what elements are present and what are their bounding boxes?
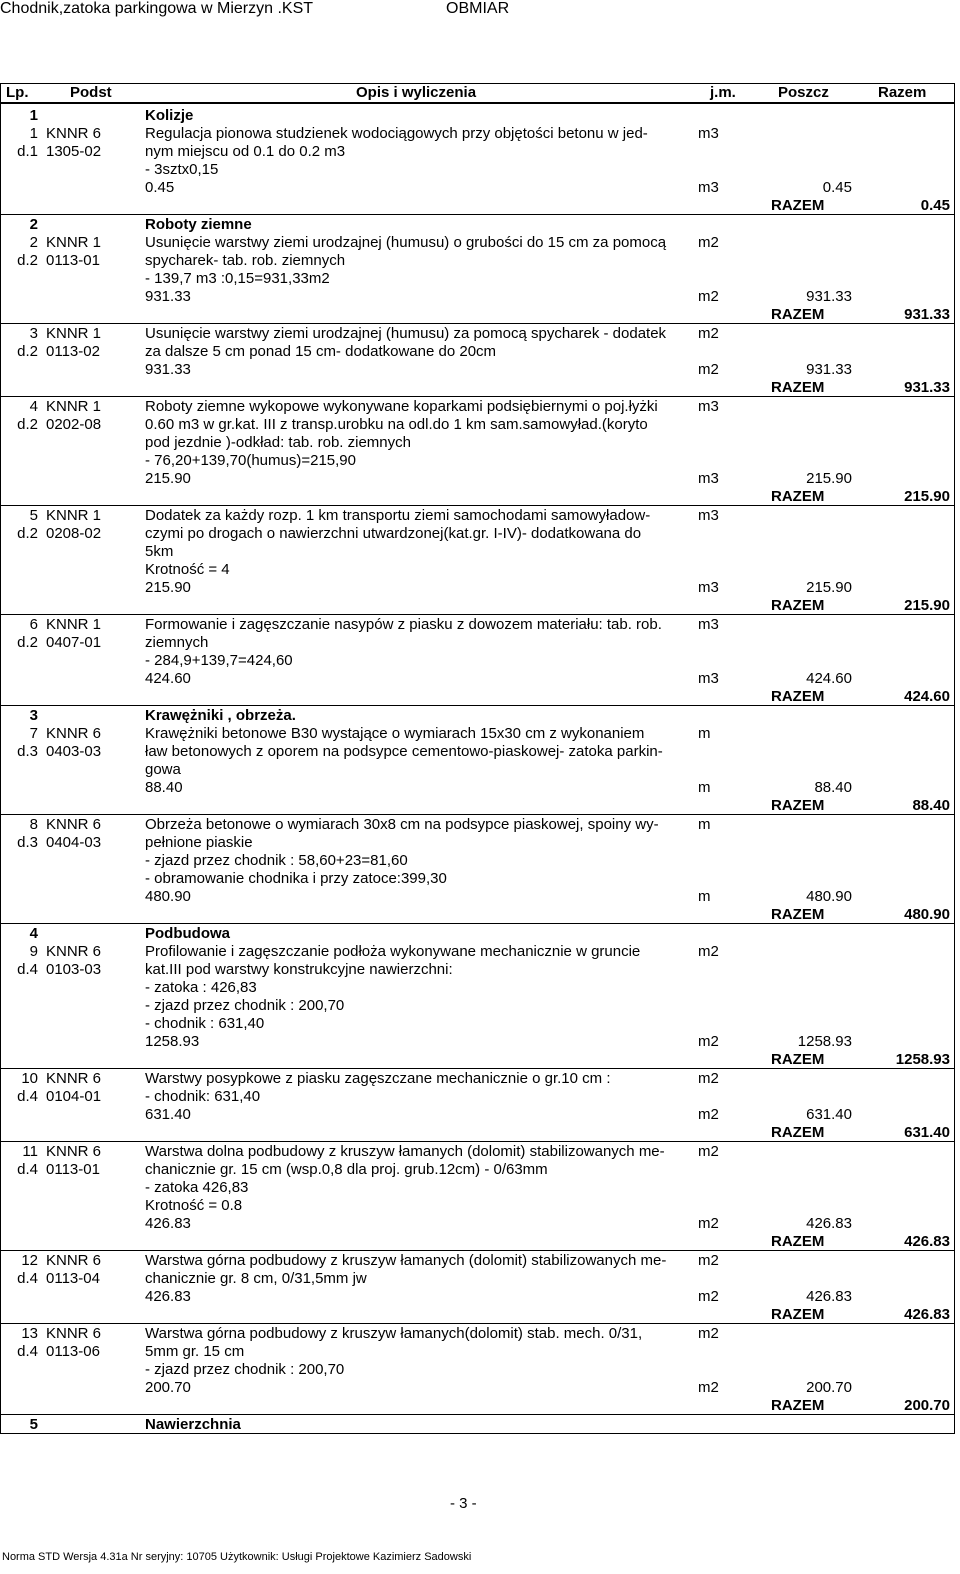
section-row xyxy=(0,107,955,125)
table-row xyxy=(0,561,955,579)
unit: m2 xyxy=(698,1379,719,1396)
table-row xyxy=(0,1015,955,1033)
table-row xyxy=(0,652,955,670)
item-number: 1 xyxy=(29,107,38,124)
table-row xyxy=(0,1088,955,1106)
row-separator xyxy=(0,1433,955,1434)
basis-code: 0113-01 xyxy=(46,252,100,269)
item-number: 8 xyxy=(29,816,38,833)
item-number: d.2 xyxy=(17,252,38,269)
unit: m3 xyxy=(698,579,719,596)
table-row xyxy=(0,361,955,379)
razem-label: RAZEM xyxy=(771,1233,825,1250)
item-number: 3 xyxy=(29,707,38,724)
row-separator xyxy=(0,814,955,815)
razem-value: 1258.93 xyxy=(895,1051,950,1068)
table-row xyxy=(0,125,955,143)
razem-row xyxy=(0,488,955,506)
basis-code: 0113-06 xyxy=(46,1343,100,1360)
razem-label: RAZEM xyxy=(771,906,825,923)
razem-label: RAZEM xyxy=(771,797,825,814)
razem-value: 631.40 xyxy=(904,1124,950,1141)
header-jm: j.m. xyxy=(710,84,736,101)
basis-code: KNNR 6 xyxy=(46,1252,102,1269)
table-row xyxy=(0,1215,955,1233)
row-separator xyxy=(0,396,955,397)
unit: m2 xyxy=(698,325,719,342)
description: 5mm gr. 15 cm xyxy=(145,1343,245,1360)
description: Podbudowa xyxy=(145,925,230,942)
basis-code: 0403-03 xyxy=(46,743,102,760)
description: 480.90 xyxy=(145,888,191,905)
unit: m xyxy=(698,779,711,796)
description: Nawierzchnia xyxy=(145,1416,241,1433)
basis-code: 0103-03 xyxy=(46,961,102,978)
description: Warstwa górna podbudowy z kruszyw łamanych(dolomit) stab. mech. 0/31, xyxy=(145,1325,643,1342)
description: - zjazd przez chodnik : 58,60+23=81,60 xyxy=(145,852,408,869)
item-number: d.3 xyxy=(17,834,38,851)
unit: m3 xyxy=(698,616,719,633)
table-row xyxy=(0,270,955,288)
basis-code: KNNR 6 xyxy=(46,1143,102,1160)
section-row xyxy=(0,1416,955,1434)
table-row xyxy=(0,852,955,870)
quantity: 426.83 xyxy=(806,1288,852,1305)
description: - 139,7 m3 :0,15=931,33m2 xyxy=(145,270,330,287)
table-row xyxy=(0,943,955,961)
basis-code: 0404-03 xyxy=(46,834,102,851)
description: Usunięcie warstwy ziemi urodzajnej (humusu) za pomocą spycharek - dodatek xyxy=(145,325,667,342)
row-separator xyxy=(0,1250,955,1251)
unit: m2 xyxy=(698,1215,719,1232)
razem-label: RAZEM xyxy=(771,197,825,214)
table-row xyxy=(0,1161,955,1179)
page-number: - 3 - xyxy=(450,1495,477,1512)
table-row xyxy=(0,525,955,543)
table-row xyxy=(0,1379,955,1397)
item-number: d.3 xyxy=(17,743,38,760)
description: ziemnych xyxy=(145,634,209,651)
item-number: d.4 xyxy=(17,1270,38,1287)
description: 426.83 xyxy=(145,1288,191,1305)
table-row xyxy=(0,543,955,561)
row-separator xyxy=(0,214,955,215)
item-number: d.2 xyxy=(17,343,38,360)
table-row xyxy=(0,1288,955,1306)
table-row xyxy=(0,1270,955,1288)
document-title: Chodnik,zatoka parkingowa w Mierzyn .KST xyxy=(0,0,314,17)
table-row xyxy=(0,1179,955,1197)
razem-label: RAZEM xyxy=(771,1397,825,1414)
table-row xyxy=(0,979,955,997)
table-row xyxy=(0,416,955,434)
description: 0.45 xyxy=(145,179,175,196)
description: chanicznie gr. 8 cm, 0/31,5mm jw xyxy=(145,1270,367,1287)
item-number: 11 xyxy=(22,1143,38,1160)
unit: m2 xyxy=(698,1106,719,1123)
description: za dalsze 5 cm ponad 15 cm- dodatkowane do 20cm xyxy=(145,343,497,360)
description: 931.33 xyxy=(145,361,191,378)
description: 1258.93 xyxy=(145,1033,200,1050)
document-type: OBMIAR xyxy=(446,0,510,17)
basis-code: KNNR 6 xyxy=(46,725,102,742)
table-row xyxy=(0,452,955,470)
table-row xyxy=(0,634,955,652)
item-number: 6 xyxy=(29,616,38,633)
item-number: d.2 xyxy=(17,416,38,433)
header-lp: Lp. xyxy=(6,84,29,101)
razem-row xyxy=(0,1124,955,1142)
table-row xyxy=(0,725,955,743)
unit: m2 xyxy=(698,1252,719,1269)
description: Usunięcie warstwy ziemi urodzajnej (humusu) o grubości do 15 cm za pomocą xyxy=(145,234,667,251)
quantity: 631.40 xyxy=(806,1106,852,1123)
unit: m2 xyxy=(698,234,719,251)
description: Krotność = 0.8 xyxy=(145,1197,243,1214)
razem-value: 424.60 xyxy=(904,688,950,705)
quantity: 0.45 xyxy=(822,179,852,196)
item-number: 12 xyxy=(21,1252,38,1269)
item-number: 10 xyxy=(21,1070,38,1087)
razem-value: 215.90 xyxy=(904,597,950,614)
razem-value: 931.33 xyxy=(904,306,950,323)
row-separator xyxy=(0,614,955,615)
table-row xyxy=(0,870,955,888)
razem-row xyxy=(0,1397,955,1415)
row-separator xyxy=(0,505,955,506)
header-razem: Razem xyxy=(878,84,927,101)
unit: m2 xyxy=(698,1070,719,1087)
quantity: 215.90 xyxy=(806,470,852,487)
description: Formowanie i zagęszczanie nasypów z piasku z dowozem materiału: tab. rob. xyxy=(145,616,662,633)
table-row xyxy=(0,761,955,779)
razem-label: RAZEM xyxy=(771,1051,825,1068)
row-separator xyxy=(0,705,955,706)
description: 5km xyxy=(145,543,174,560)
table-row xyxy=(0,143,955,161)
basis-code: 0113-04 xyxy=(46,1270,100,1287)
razem-value: 0.45 xyxy=(920,197,950,214)
razem-label: RAZEM xyxy=(771,597,825,614)
unit: m3 xyxy=(698,507,719,524)
description: - obramowanie chodnika i przy zatoce:399,30 xyxy=(145,870,447,887)
table-row xyxy=(0,288,955,306)
razem-row xyxy=(0,1051,955,1069)
description: - chodnik: 631,40 xyxy=(145,1088,261,1105)
description: 88.40 xyxy=(145,779,183,796)
header-poszcz: Poszcz xyxy=(778,84,829,101)
description: 0.60 m3 w gr.kat. III z transp.urobku na odl.do 1 km sam.samowyład.(koryto xyxy=(145,416,648,433)
table-row xyxy=(0,1252,955,1270)
table-row xyxy=(0,961,955,979)
description: - zatoka : 426,83 xyxy=(145,979,257,996)
description: Profilowanie i zagęszczanie podłoża wykonywane mechanicznie w gruncie xyxy=(145,943,641,960)
table-row xyxy=(0,398,955,416)
table-row xyxy=(0,1106,955,1124)
description: pod jezdnie )-odkład: tab. rob. ziemnych xyxy=(145,434,411,451)
description: ław betonowych z oporem na podsypce cementowo-piaskowej- zatoka parkin- xyxy=(145,743,663,760)
unit: m2 xyxy=(698,943,719,960)
description: Dodatek za każdy rozp. 1 km transportu ziemi samochodami samowyładow- xyxy=(145,507,651,524)
description: 200.70 xyxy=(145,1379,191,1396)
quantity: 200.70 xyxy=(806,1379,852,1396)
quantity: 480.90 xyxy=(806,888,852,905)
item-number: 2 xyxy=(29,234,38,251)
razem-value: 215.90 xyxy=(904,488,950,505)
description: kat.III pod warstwy konstrukcyjne nawierzchni: xyxy=(145,961,453,978)
basis-code: 0104-01 xyxy=(46,1088,102,1105)
description: Warstwy posypkowe z piasku zagęszczane mechanicznie o gr.10 cm : xyxy=(145,1070,611,1087)
description: chanicznie gr. 15 cm (wsp.0,8 dla proj. grub.12cm) - 0/63mm xyxy=(145,1161,548,1178)
item-number: d.2 xyxy=(17,525,38,542)
description: 215.90 xyxy=(145,470,191,487)
razem-label: RAZEM xyxy=(771,488,825,505)
razem-label: RAZEM xyxy=(771,688,825,705)
table-row xyxy=(0,579,955,597)
item-number: 5 xyxy=(29,1416,38,1433)
description: pełnione piaskie xyxy=(145,834,253,851)
description: spycharek- tab. rob. ziemnych xyxy=(145,252,346,269)
table-row xyxy=(0,234,955,252)
razem-row xyxy=(0,688,955,706)
item-number: 4 xyxy=(29,398,38,415)
description: nym miejscu od 0.1 do 0.2 m3 xyxy=(145,143,346,160)
row-separator xyxy=(0,1414,955,1415)
quantity: 424.60 xyxy=(806,670,852,687)
table-row xyxy=(0,161,955,179)
unit: m2 xyxy=(698,1033,719,1050)
table-header-rule xyxy=(0,102,955,104)
table-row xyxy=(0,507,955,525)
quantity: 931.33 xyxy=(806,288,852,305)
basis-code: 0113-01 xyxy=(46,1161,100,1178)
description: Krawężniki , obrzeża. xyxy=(145,707,296,724)
description: Warstwa dolna podbudowy z kruszyw łamanych (dolomit) stabilizowanych me- xyxy=(145,1143,665,1160)
table-row xyxy=(0,343,955,361)
description: - 3sztx0,15 xyxy=(145,161,219,178)
table-row xyxy=(0,1325,955,1343)
basis-code: 0113-02 xyxy=(46,343,100,360)
basis-code: KNNR 6 xyxy=(46,1070,102,1087)
description: - chodnik : 631,40 xyxy=(145,1015,265,1032)
description: 215.90 xyxy=(145,579,191,596)
quantity: 931.33 xyxy=(806,361,852,378)
unit: m3 xyxy=(698,179,719,196)
item-number: 2 xyxy=(29,216,38,233)
basis-code: 0202-08 xyxy=(46,416,102,433)
razem-label: RAZEM xyxy=(771,306,825,323)
table-row xyxy=(0,1070,955,1088)
unit: m3 xyxy=(698,125,719,142)
unit: m3 xyxy=(698,470,719,487)
item-number: d.4 xyxy=(17,1088,38,1105)
razem-value: 426.83 xyxy=(904,1306,950,1323)
unit: m xyxy=(698,816,711,833)
table-row xyxy=(0,1033,955,1051)
item-number: 9 xyxy=(29,943,38,960)
razem-row xyxy=(0,906,955,924)
razem-row xyxy=(0,379,955,397)
razem-row xyxy=(0,597,955,615)
unit: m2 xyxy=(698,361,719,378)
table-row xyxy=(0,779,955,797)
table-row xyxy=(0,997,955,1015)
description: Warstwa górna podbudowy z kruszyw łamanych (dolomit) stabilizowanych me- xyxy=(145,1252,667,1269)
description: gowa xyxy=(145,761,181,778)
unit: m xyxy=(698,888,711,905)
software-footer: Norma STD Wersja 4.31a Nr seryjny: 10705 Użytkownik: Usługi Projektowe Kazimierz Sadowski xyxy=(2,1551,472,1563)
unit: m xyxy=(698,725,711,742)
unit: m3 xyxy=(698,670,719,687)
item-number: d.4 xyxy=(17,1343,38,1360)
unit: m2 xyxy=(698,1143,719,1160)
row-separator xyxy=(0,1323,955,1324)
table-row xyxy=(0,616,955,634)
row-separator xyxy=(0,923,955,924)
description: czymi po drogach o nawierzchni utwardzonej(kat.gr. I-IV)- dodatkowana do xyxy=(145,525,642,542)
item-number: 1 xyxy=(29,125,38,142)
razem-value: 480.90 xyxy=(904,906,950,923)
razem-row xyxy=(0,197,955,215)
description: Krawężniki betonowe B30 wystające o wymiarach 15x30 cm z wykonaniem xyxy=(145,725,645,742)
description: 631.40 xyxy=(145,1106,191,1123)
description: Roboty ziemne wykopowe wykonywane koparkami podsiębiernymi o poj.łyżki xyxy=(145,398,658,415)
item-number: d.4 xyxy=(17,1161,38,1178)
quantity: 1258.93 xyxy=(797,1033,852,1050)
basis-code: KNNR 1 xyxy=(46,616,102,633)
item-number: 4 xyxy=(29,925,38,942)
description: - 76,20+139,70(humus)=215,90 xyxy=(145,452,356,469)
item-number: d.4 xyxy=(17,961,38,978)
description: Regulacja pionowa studzienek wodociągowych przy objętości betonu w jed- xyxy=(145,125,648,142)
description: Obrzeża betonowe o wymiarach 30x8 cm na podsypce piaskowej, spoiny wy- xyxy=(145,816,659,833)
item-number: 7 xyxy=(29,725,38,742)
basis-code: KNNR 1 xyxy=(46,325,102,342)
row-separator xyxy=(0,1141,955,1142)
razem-row xyxy=(0,306,955,324)
razem-row xyxy=(0,797,955,815)
razem-value: 88.40 xyxy=(912,797,950,814)
table-row xyxy=(0,1197,955,1215)
row-separator xyxy=(0,1068,955,1069)
description: Kolizje xyxy=(145,107,194,124)
quantity: 215.90 xyxy=(806,579,852,596)
table-row xyxy=(0,670,955,688)
table-row xyxy=(0,252,955,270)
description: Roboty ziemne xyxy=(145,216,252,233)
unit: m2 xyxy=(698,1288,719,1305)
razem-label: RAZEM xyxy=(771,1306,825,1323)
table-row xyxy=(0,834,955,852)
description: - zjazd przez chodnik : 200,70 xyxy=(145,1361,345,1378)
description: Krotność = 4 xyxy=(145,561,230,578)
table-row xyxy=(0,1143,955,1161)
razem-value: 426.83 xyxy=(904,1233,950,1250)
basis-code: KNNR 1 xyxy=(46,398,102,415)
razem-row xyxy=(0,1233,955,1251)
item-number: 13 xyxy=(21,1325,38,1342)
basis-code: 0208-02 xyxy=(46,525,102,542)
item-number: 3 xyxy=(29,325,38,342)
description: - 284,9+139,7=424,60 xyxy=(145,652,293,669)
razem-value: 200.70 xyxy=(904,1397,950,1414)
unit: m2 xyxy=(698,288,719,305)
section-row xyxy=(0,216,955,234)
item-number: d.1 xyxy=(17,143,38,160)
basis-code: 1305-02 xyxy=(46,143,102,160)
basis-code: KNNR 1 xyxy=(46,507,102,524)
item-number: 5 xyxy=(29,507,38,524)
unit: m3 xyxy=(698,398,719,415)
basis-code: KNNR 6 xyxy=(46,125,102,142)
table-row xyxy=(0,1343,955,1361)
razem-row xyxy=(0,1306,955,1324)
basis-code: KNNR 6 xyxy=(46,816,102,833)
row-separator xyxy=(0,323,955,324)
basis-code: KNNR 6 xyxy=(46,1325,102,1342)
item-number: d.2 xyxy=(17,634,38,651)
header-podst: Podst xyxy=(70,84,112,101)
section-row xyxy=(0,925,955,943)
table-row xyxy=(0,816,955,834)
razem-label: RAZEM xyxy=(771,379,825,396)
description: 931.33 xyxy=(145,288,191,305)
section-row xyxy=(0,707,955,725)
razem-value: 931.33 xyxy=(904,379,950,396)
description: 424.60 xyxy=(145,670,191,687)
header-opis: Opis i wyliczenia xyxy=(356,84,477,101)
basis-code: 0407-01 xyxy=(46,634,102,651)
table-row xyxy=(0,470,955,488)
table-row xyxy=(0,888,955,906)
basis-code: KNNR 1 xyxy=(46,234,102,251)
table-row xyxy=(0,1361,955,1379)
table-header xyxy=(0,84,955,102)
quantity: 88.40 xyxy=(814,779,852,796)
table-row xyxy=(0,325,955,343)
table-row xyxy=(0,434,955,452)
basis-code: KNNR 6 xyxy=(46,943,102,960)
description: - zatoka 426,83 xyxy=(145,1179,249,1196)
unit: m2 xyxy=(698,1325,719,1342)
table-row xyxy=(0,743,955,761)
table-row xyxy=(0,179,955,197)
description: 426.83 xyxy=(145,1215,191,1232)
description: - zjazd przez chodnik : 200,70 xyxy=(145,997,345,1014)
razem-label: RAZEM xyxy=(771,1124,825,1141)
quantity: 426.83 xyxy=(806,1215,852,1232)
